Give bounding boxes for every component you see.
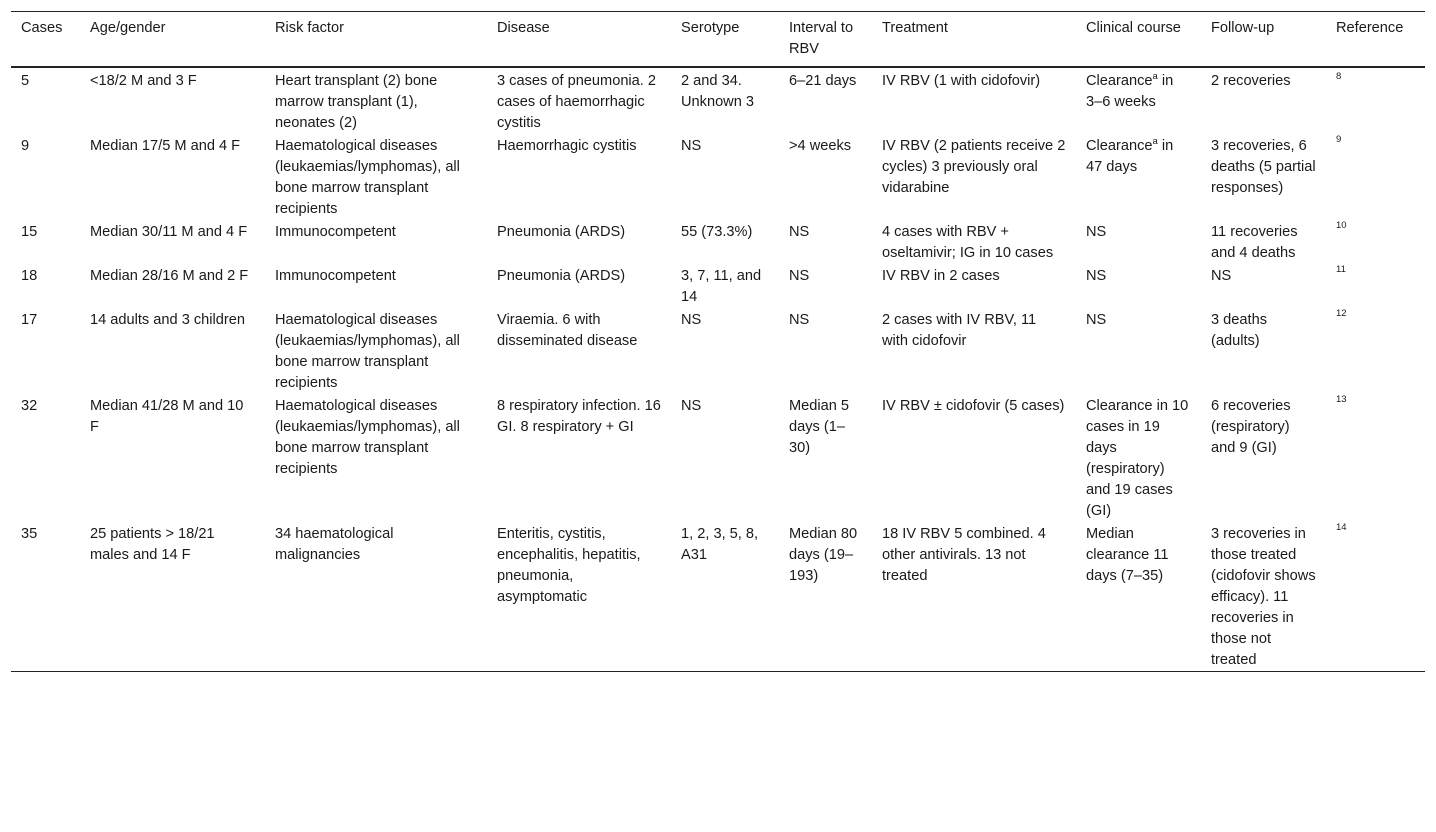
cell-cases: 15 xyxy=(21,224,38,240)
cell-treatment: IV RBV in 2 cases xyxy=(882,268,1000,284)
reference-number[interactable]: 9 xyxy=(1336,134,1342,146)
cell-disease: Viraemia. 6 with disseminated disease xyxy=(497,312,638,349)
cell-disease: Haemorrhagic cystitis xyxy=(497,138,637,154)
cell-disease: 3 cases of pneumonia. 2 cases of haemorrhagic cystitis xyxy=(497,73,657,131)
col-header-age-gender: Age/gender xyxy=(90,20,166,36)
footnote-marker: a xyxy=(1152,136,1158,148)
cell-serotype: 1, 2, 3, 5, 8, A31 xyxy=(681,526,759,563)
header-row xyxy=(11,12,1425,68)
cell-treatment: 4 cases with RBV + oseltamivir; IG in 10 cases xyxy=(882,224,1054,261)
cell-risk-factor: 34 haematological malignancies xyxy=(275,526,394,563)
col-header-serotype: Serotype xyxy=(681,20,740,36)
col-header-clinical-course: Clinical course xyxy=(1086,20,1181,36)
cell-cases: 5 xyxy=(21,73,30,89)
cell-clinical-course xyxy=(1076,220,1201,264)
cell-interval: NS xyxy=(789,312,810,328)
cell-follow-up: 2 recoveries xyxy=(1211,73,1291,89)
clinical-course-text: Clearance in 10 cases in 19 days (respiratory) and 19 cases (GI) xyxy=(1086,398,1189,519)
cell-interval: Median 80 days (19–193) xyxy=(789,526,858,584)
cell-reference xyxy=(1326,220,1425,264)
cell-age-gender: Median 28/16 M and 2 F xyxy=(90,268,249,284)
col-header-follow-up: Follow-up xyxy=(1211,20,1275,36)
clinical-course-text: Clearance xyxy=(1086,73,1153,89)
cell-follow-up: 3 recoveries in those treated (cidofovir shows efficacy). 11 recoveries in those not treated xyxy=(1211,526,1316,668)
table-row xyxy=(11,67,1425,134)
cell-risk-factor: Haematological diseases (leukaemias/lymphomas), all bone marrow transplant recipients xyxy=(275,398,460,477)
cell-age-gender: Median 41/28 M and 10 F xyxy=(90,398,244,435)
table-body xyxy=(11,67,1425,672)
cell-clinical-course xyxy=(1076,264,1201,308)
cell-reference xyxy=(1326,522,1425,672)
reference-number[interactable]: 10 xyxy=(1336,220,1347,232)
cell-interval: 6–21 days xyxy=(789,73,857,89)
col-header-treatment: Treatment xyxy=(882,20,948,36)
cell-follow-up: 6 recoveries (respiratory) and 9 (GI) xyxy=(1211,398,1291,456)
cell-treatment: 18 IV RBV 5 combined. 4 other antivirals. 13 not treated xyxy=(882,526,1046,584)
cell-serotype: 2 and 34. Unknown 3 xyxy=(681,73,755,110)
cell-risk-factor: Immunocompetent xyxy=(275,224,396,240)
cell-follow-up: NS xyxy=(1211,268,1232,284)
cell-cases: 18 xyxy=(21,268,38,284)
cell-disease: Pneumonia (ARDS) xyxy=(497,268,626,284)
cell-interval: Median 5 days (1–30) xyxy=(789,398,850,456)
cell-age-gender: 14 adults and 3 children xyxy=(90,312,245,328)
cell-cases: 32 xyxy=(21,398,38,414)
reference-number[interactable]: 13 xyxy=(1336,394,1347,406)
cell-interval: NS xyxy=(789,224,810,240)
cell-interval: NS xyxy=(789,268,810,284)
table-row xyxy=(11,308,1425,394)
cell-clinical-course xyxy=(1076,522,1201,672)
cell-serotype: 55 (73.3%) xyxy=(681,224,753,240)
adenovirus-ribavirin-table xyxy=(11,11,1425,672)
reference-number[interactable]: 12 xyxy=(1336,308,1347,320)
cell-interval: >4 weeks xyxy=(789,138,852,154)
table-row xyxy=(11,264,1425,308)
cell-cases: 35 xyxy=(21,526,38,542)
cell-age-gender: Median 30/11 M and 4 F xyxy=(90,224,248,240)
cell-reference xyxy=(1326,264,1425,308)
reference-number[interactable]: 11 xyxy=(1336,264,1346,276)
cell-risk-factor: Haematological diseases (leukaemias/lymphomas), all bone marrow transplant recipients xyxy=(275,312,460,391)
clinical-course-text: Clearance xyxy=(1086,138,1153,154)
table-container xyxy=(11,11,1425,672)
cell-reference xyxy=(1326,134,1425,220)
cell-clinical-course xyxy=(1076,308,1201,394)
col-header-interval: Interval to RBV xyxy=(789,20,854,57)
cell-follow-up: 3 deaths (adults) xyxy=(1211,312,1267,349)
cell-risk-factor: Immunocompetent xyxy=(275,268,396,284)
cell-serotype: NS xyxy=(681,312,702,328)
cell-risk-factor: Heart transplant (2) bone marrow transplant (1), neonates (2) xyxy=(275,73,438,131)
cell-risk-factor: Haematological diseases (leukaemias/lymphomas), all bone marrow transplant recipients xyxy=(275,138,460,217)
col-header-risk-factor: Risk factor xyxy=(275,20,344,36)
clinical-course-text: Median clearance 11 days (7–35) xyxy=(1086,526,1169,584)
cell-treatment: 2 cases with IV RBV, 11 with cidofovir xyxy=(882,312,1037,349)
cell-cases: 9 xyxy=(21,138,30,154)
cell-treatment: IV RBV (2 patients receive 2 cycles) 3 previously oral vidarabine xyxy=(882,138,1066,196)
footnote-marker: a xyxy=(1152,71,1158,83)
col-header-disease: Disease xyxy=(497,20,550,36)
cell-follow-up: 3 recoveries, 6 deaths (5 partial responses) xyxy=(1211,138,1316,196)
cell-age-gender: 25 patients > 18/21 males and 14 F xyxy=(90,526,215,563)
cell-age-gender: Median 17/5 M and 4 F xyxy=(90,138,241,154)
cell-clinical-course xyxy=(1076,134,1201,220)
cell-follow-up: 11 recoveries and 4 deaths xyxy=(1211,224,1298,261)
cell-reference xyxy=(1326,394,1425,522)
clinical-course-rest: in 3–6 weeks xyxy=(1086,73,1174,110)
cell-serotype: 3, 7, 11, and 14 xyxy=(681,268,762,305)
col-header-reference: Reference xyxy=(1336,20,1404,36)
table-row xyxy=(11,134,1425,220)
cell-disease: Enteritis, cystitis, encephalitis, hepatitis, pneumonia, asymptomatic xyxy=(497,526,641,605)
cell-treatment: IV RBV ± cidofovir (5 cases) xyxy=(882,398,1065,414)
clinical-course-rest: in 47 days xyxy=(1086,138,1174,175)
cell-serotype: NS xyxy=(681,138,702,154)
cell-reference xyxy=(1326,308,1425,394)
cell-cases: 17 xyxy=(21,312,38,328)
cell-clinical-course xyxy=(1076,394,1201,522)
cell-disease: 8 respiratory infection. 16 GI. 8 respiratory + GI xyxy=(497,398,661,435)
cell-clinical-course xyxy=(1076,67,1201,134)
cell-treatment: IV RBV (1 with cidofovir) xyxy=(882,73,1041,89)
clinical-course-text: NS xyxy=(1086,224,1107,240)
reference-number[interactable]: 14 xyxy=(1336,522,1347,534)
col-header-cases: Cases xyxy=(21,20,63,36)
table-row xyxy=(11,220,1425,264)
cell-reference xyxy=(1326,67,1425,134)
clinical-course-text: NS xyxy=(1086,312,1107,328)
cell-serotype: NS xyxy=(681,398,702,414)
table-row xyxy=(11,394,1425,522)
cell-disease: Pneumonia (ARDS) xyxy=(497,224,626,240)
clinical-course-text: NS xyxy=(1086,268,1107,284)
table-row xyxy=(11,522,1425,672)
cell-age-gender: <18/2 M and 3 F xyxy=(90,73,197,89)
reference-number[interactable]: 8 xyxy=(1336,71,1342,83)
